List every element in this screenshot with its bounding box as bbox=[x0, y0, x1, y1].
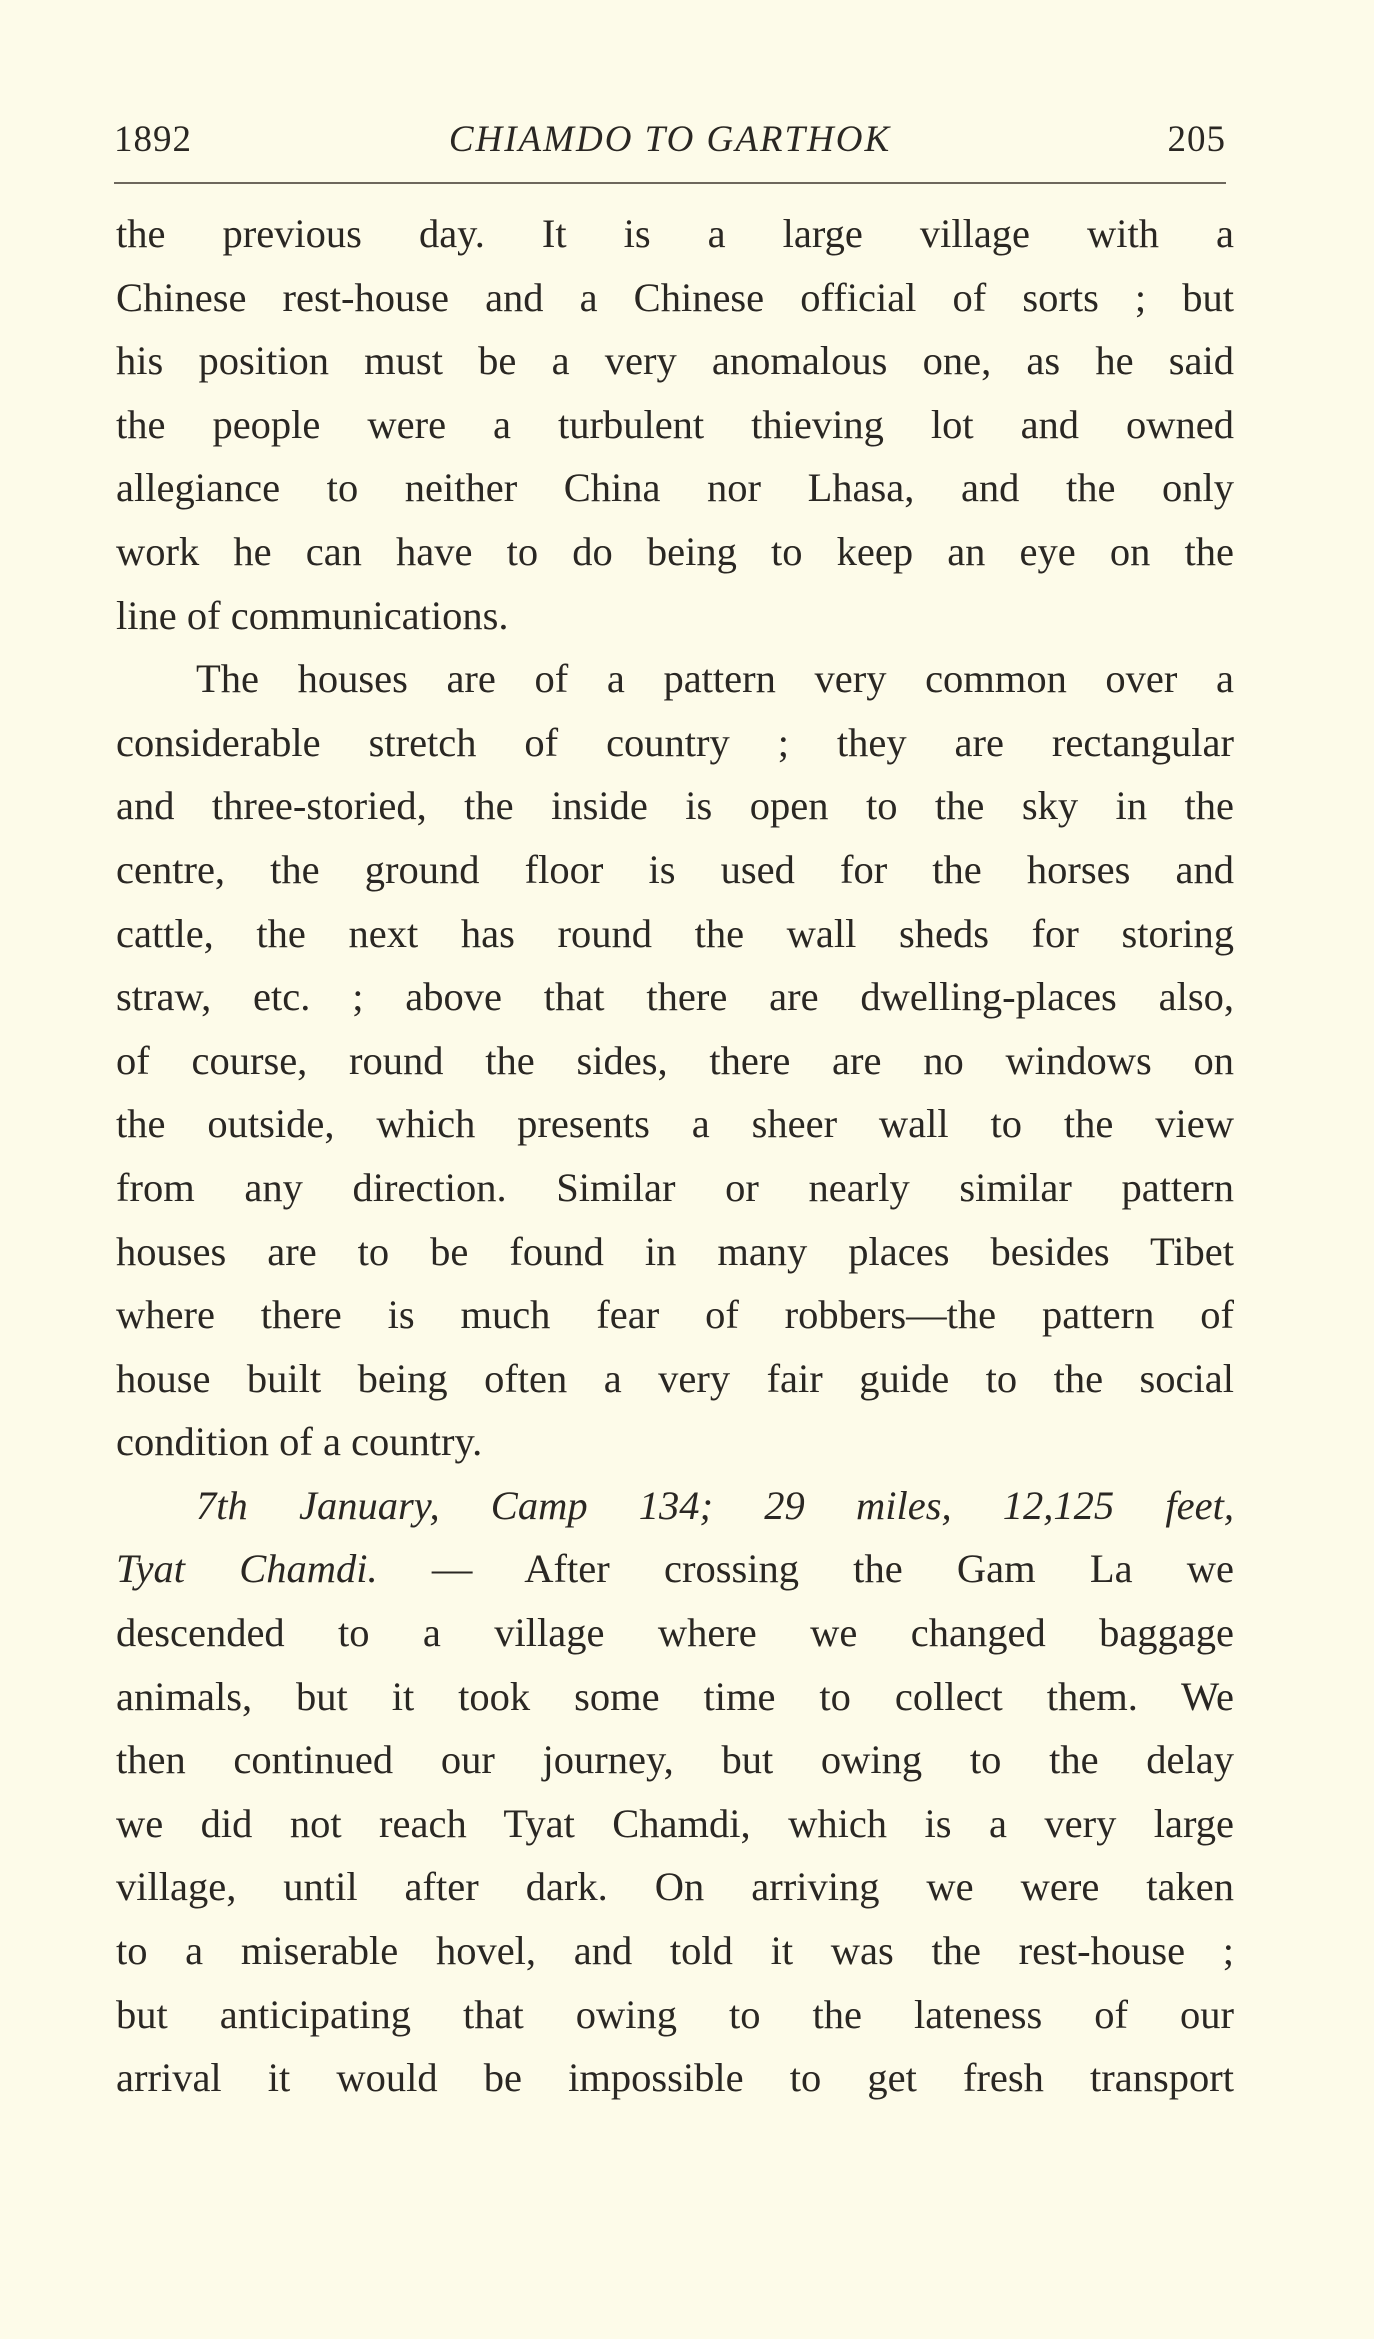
text-line: we did not reach Tyat Chamdi, which is a very large bbox=[116, 1800, 1234, 1846]
text-line: the people were a turbulent thieving lot and owned bbox=[116, 401, 1234, 447]
text-line: Chinese rest-house and a Chinese official of sorts ; but bbox=[116, 274, 1234, 320]
text-line: animals, but it took some time to collect them. We bbox=[116, 1673, 1234, 1719]
header-rule bbox=[114, 182, 1226, 184]
text-line: line of communications. bbox=[116, 592, 509, 638]
diary-entry-place: Tyat Chamdi. bbox=[116, 1546, 378, 1592]
text-line: cattle, the next has round the wall sheds for storing bbox=[116, 910, 1234, 956]
text-line: arrival it would be impossible to get fresh transport bbox=[116, 2055, 1234, 2101]
text-line: straw, etc. ; above that there are dwelling-places also, bbox=[116, 974, 1234, 1020]
text-line: village, until after dark. On arriving we were taken bbox=[116, 1864, 1234, 1910]
text-line: but anticipating that owing to the lateness of our bbox=[116, 1991, 1234, 2037]
text-line: the previous day. It is a large village with a bbox=[116, 211, 1234, 256]
text-line: of course, round the sides, there are no windows on bbox=[116, 1037, 1234, 1083]
paragraph-2 bbox=[116, 647, 1234, 1474]
text-line: from any direction. Similar or nearly similar pattern bbox=[116, 1164, 1234, 1210]
paragraph-1 bbox=[116, 202, 1234, 647]
diary-entry-heading: 7th January, Camp 134; 29 miles, 12,125 feet, bbox=[196, 1482, 1234, 1528]
text-line bbox=[116, 1537, 1234, 1601]
header-title: CHIAMDO TO GARTHOK bbox=[448, 119, 892, 160]
text-line: work he can have to do being to keep an eye on the bbox=[116, 528, 1234, 574]
text-line: then continued our journey, but owing to the delay bbox=[116, 1737, 1234, 1783]
text-run: — After crossing the Gam La we bbox=[377, 1546, 1234, 1592]
text-line: and three-storied, the inside is open to the sky in the bbox=[116, 783, 1234, 829]
running-head bbox=[114, 112, 1226, 168]
text-line: condition of a country. bbox=[116, 1419, 483, 1465]
text-line: descended to a village where we changed baggage bbox=[116, 1610, 1234, 1656]
header-year: 1892 bbox=[114, 119, 192, 160]
text-line: house built being often a very fair guide to the social bbox=[116, 1355, 1234, 1401]
text-line: centre, the ground floor is used for the horses and bbox=[116, 846, 1234, 892]
text-line: considerable stretch of country ; they are rectangular bbox=[116, 719, 1234, 765]
text-line: the outside, which presents a sheer wall to the view bbox=[116, 1101, 1234, 1147]
text-line: to a miserable hovel, and told it was the rest-house ; bbox=[116, 1928, 1234, 1974]
paragraph-3 bbox=[116, 1474, 1234, 2110]
text-line: houses are to be found in many places besides Tibet bbox=[116, 1228, 1234, 1274]
text-line: his position must be a very anomalous one, as he said bbox=[116, 338, 1234, 384]
text-line: allegiance to neither China nor Lhasa, and the only bbox=[116, 465, 1234, 511]
page-number: 205 bbox=[1167, 119, 1226, 160]
body-text bbox=[116, 202, 1234, 2110]
text-line: The houses are of a pattern very common over a bbox=[196, 656, 1234, 702]
text-line: where there is much fear of robbers—the pattern of bbox=[116, 1292, 1234, 1338]
